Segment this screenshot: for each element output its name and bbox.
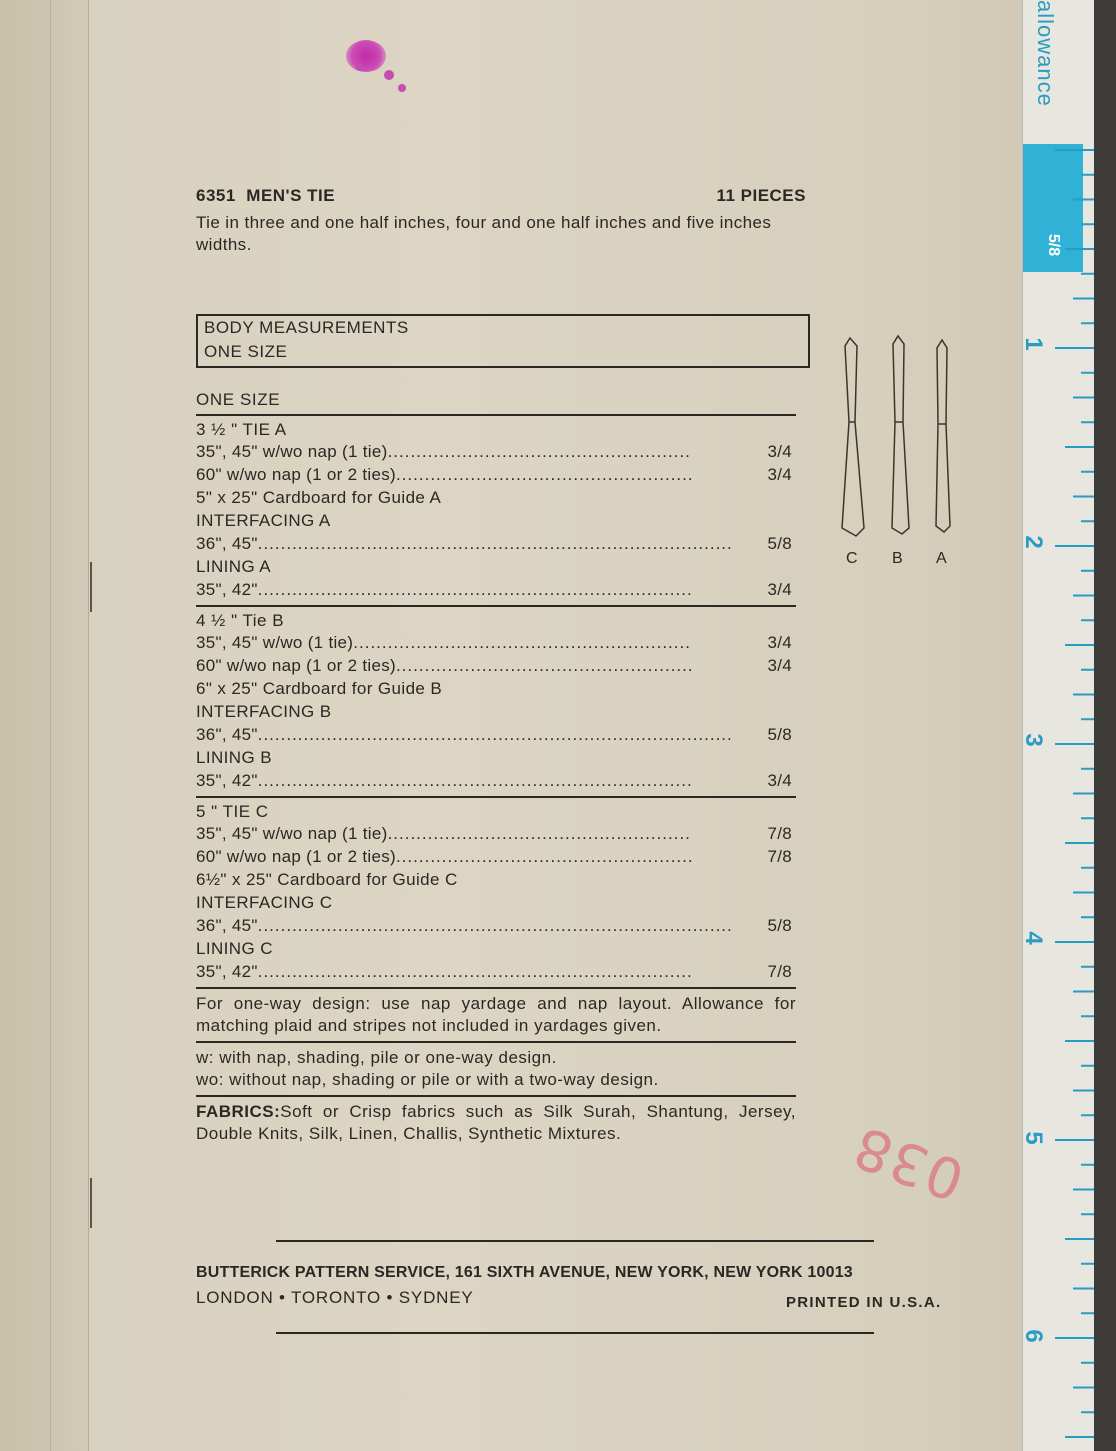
body-measurements-value: ONE SIZE — [204, 342, 288, 361]
row-amount: 7/8 — [767, 824, 792, 843]
row-amount: 7/8 — [767, 847, 792, 866]
leader-dots — [258, 960, 692, 983]
body-measurements-title: BODY MEASUREMENTS — [204, 318, 409, 337]
tape-number: 5 — [1020, 1131, 1047, 1145]
row-label: 60" w/wo nap (1 or 2 ties) — [196, 847, 396, 866]
pattern-header — [196, 186, 806, 206]
tape-edge — [1094, 0, 1116, 1451]
pattern-description: Tie in three and one half inches, four and one half inches and five inches widths. — [196, 213, 772, 254]
interfacing-title: INTERFACING A — [196, 511, 331, 530]
row-amount: 3/4 — [767, 580, 792, 599]
row-label: 60" w/wo nap (1 or 2 ties) — [196, 656, 396, 675]
row-label: 35", 42" — [196, 580, 258, 599]
divider — [196, 605, 796, 607]
row-amount: 3/4 — [767, 656, 792, 675]
leader-dots — [258, 532, 732, 555]
cardboard-note: 6" x 25" Cardboard for Guide B — [196, 679, 443, 698]
row-amount: 3/4 — [767, 442, 792, 461]
row-amount: 3/4 — [767, 771, 792, 790]
body-measurements-box — [196, 314, 810, 368]
piece-count: 11 PIECES — [716, 186, 806, 205]
tie-b-shape — [892, 336, 909, 534]
section-tie-b — [196, 611, 806, 792]
row-amount: 7/8 — [767, 962, 792, 981]
fabrics-text: Soft or Crisp fabrics such as Silk Surah, Shantung, Jersey, Double Knits, Silk, Linen, Challis, Synthetic Mixtures. — [196, 1102, 796, 1143]
tape-fraction: 5/8 — [1045, 233, 1063, 257]
section-title: 5 " TIE C — [196, 802, 269, 821]
envelope-flap — [0, 0, 89, 1451]
lining-title: LINING B — [196, 748, 272, 767]
tie-label-a: A — [936, 550, 948, 567]
fabrics-note — [196, 1101, 796, 1145]
handwritten-number: 038 — [844, 1112, 973, 1213]
cardboard-note: 6½" x 25" Cardboard for Guide C — [196, 870, 458, 889]
ink-stain — [384, 70, 394, 80]
yardage-row — [196, 532, 796, 555]
section-tie-c — [196, 802, 806, 983]
one-way-note: For one-way design: use nap yardage and nap layout. Allowance for matching plaid and stripes not included in yardages given. — [196, 994, 796, 1035]
tie-shapes — [830, 330, 970, 550]
yardage-row — [196, 914, 796, 937]
yardage-row — [196, 822, 796, 845]
pattern-title — [196, 186, 335, 206]
row-label: 35", 42" — [196, 962, 258, 981]
tie-illustrations — [830, 330, 970, 580]
row-amount: 5/8 — [767, 725, 792, 744]
ink-stain — [356, 64, 363, 71]
leader-dots — [388, 822, 692, 845]
leader-dots — [258, 769, 692, 792]
tape-number: 4 — [1020, 931, 1047, 945]
row-label: 35", 45" w/wo (1 tie) — [196, 633, 354, 652]
without-nap-note: wo: without nap, shading or pile or with a two-way design. — [196, 1070, 659, 1089]
leader-dots — [258, 914, 732, 937]
yardage-row — [196, 654, 796, 677]
yardage-row — [196, 440, 796, 463]
leader-dots — [258, 578, 692, 601]
ink-stain — [398, 84, 406, 92]
fabrics-label: FABRICS: — [196, 1102, 281, 1121]
yardage-row — [196, 723, 796, 746]
section-title: 4 ½ " Tie B — [196, 611, 285, 630]
row-label: 35", 45" w/wo nap (1 tie) — [196, 824, 388, 843]
yardage-row — [196, 960, 796, 983]
interfacing-title: INTERFACING C — [196, 893, 333, 912]
row-amount: 5/8 — [767, 916, 792, 935]
row-label: 36", 45" — [196, 534, 258, 553]
publisher-address: BUTTERICK PATTERN SERVICE, 161 SIXTH AVENUE, NEW YORK, NEW YORK 10013 — [196, 1264, 853, 1281]
size-heading: ONE SIZE — [196, 390, 281, 409]
section-title: 3 ½ " TIE A — [196, 420, 287, 439]
tape-number: 6 — [1020, 1329, 1047, 1343]
row-label: 36", 45" — [196, 916, 258, 935]
tape-label: allowance — [1033, 0, 1058, 107]
section-tie-a — [196, 420, 806, 601]
leader-dots — [396, 845, 692, 868]
tie-c-shape — [842, 338, 864, 536]
yardage-row — [196, 769, 796, 792]
flap-mark — [90, 562, 92, 612]
cardboard-note: 5" x 25" Cardboard for Guide A — [196, 488, 442, 507]
row-label: 36", 45" — [196, 725, 258, 744]
flap-crease — [50, 0, 51, 1451]
pattern-info — [196, 186, 806, 1145]
row-amount: 3/4 — [767, 633, 792, 652]
tie-label-c: C — [846, 550, 859, 567]
row-amount: 5/8 — [767, 534, 792, 553]
pattern-name: MEN'S TIE — [246, 186, 336, 205]
row-label: 35", 42" — [196, 771, 258, 790]
tape-number: 1 — [1020, 337, 1047, 351]
ink-stain — [346, 40, 386, 72]
publisher-cities: LONDON • TORONTO • SYDNEY — [196, 1288, 474, 1307]
leader-dots — [353, 631, 692, 654]
lining-title: LINING A — [196, 557, 272, 576]
divider — [196, 414, 796, 416]
row-label: 35", 45" w/wo nap (1 tie) — [196, 442, 388, 461]
row-label: 60" w/wo nap (1 or 2 ties) — [196, 465, 396, 484]
leader-dots — [396, 654, 692, 677]
leader-dots — [258, 723, 732, 746]
tape-number: 2 — [1020, 535, 1047, 549]
yardage-row — [196, 845, 796, 868]
footer-divider — [276, 1332, 874, 1334]
pattern-number: 6351 — [196, 186, 236, 205]
footer-divider — [276, 1240, 874, 1242]
yardage-row — [196, 631, 796, 654]
lining-title: LINING C — [196, 939, 273, 958]
divider — [196, 1041, 796, 1043]
tie-label-b: B — [892, 550, 904, 567]
with-nap-note: w: with nap, shading, pile or one-way design. — [196, 1048, 557, 1067]
flap-mark — [90, 1178, 92, 1228]
printed-in: PRINTED IN U.S.A. — [786, 1294, 942, 1311]
leader-dots — [396, 463, 692, 486]
tape-number: 3 — [1020, 733, 1047, 747]
tie-a-shape — [936, 340, 950, 532]
yardage-row — [196, 578, 796, 601]
leader-dots — [388, 440, 692, 463]
interfacing-title: INTERFACING B — [196, 702, 332, 721]
row-amount: 3/4 — [767, 465, 792, 484]
divider — [196, 1095, 796, 1097]
divider — [196, 987, 796, 989]
yardage-row — [196, 463, 796, 486]
divider — [196, 796, 796, 798]
